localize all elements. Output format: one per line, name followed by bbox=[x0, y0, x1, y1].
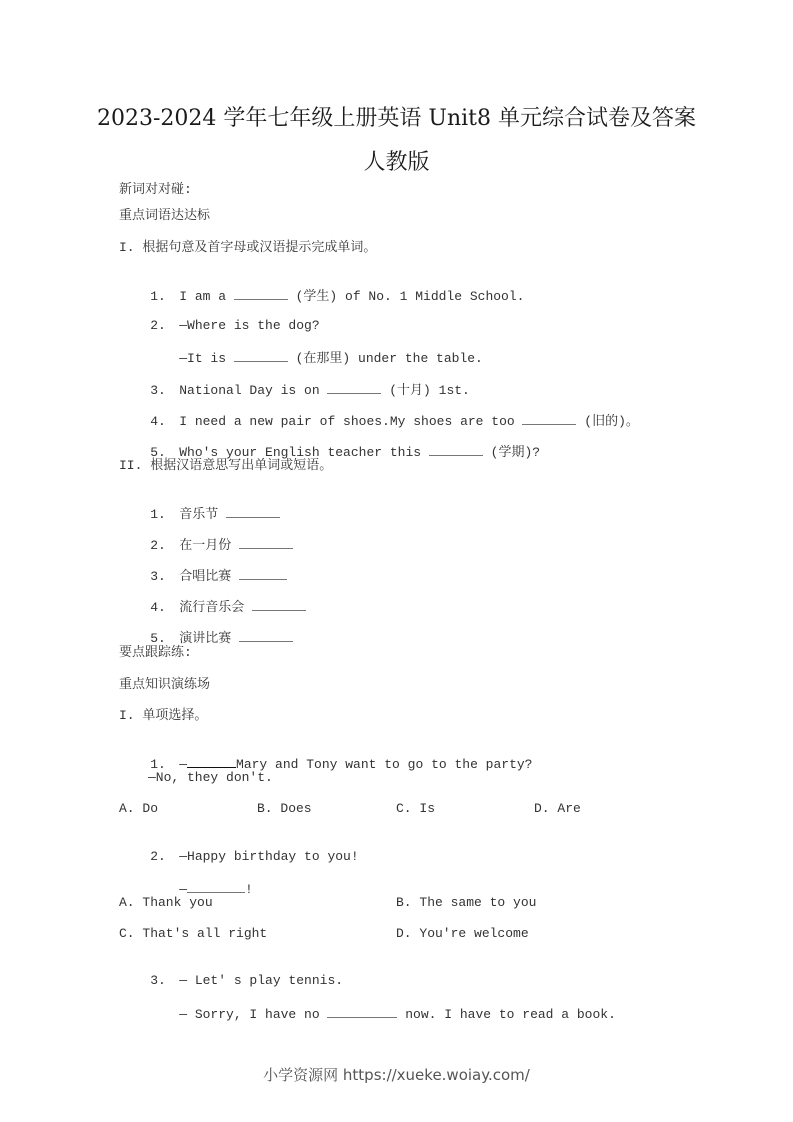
phrase-question-2: 2. 在一月份 bbox=[119, 520, 293, 570]
mc-q1-option-d[interactable]: D. Are bbox=[534, 801, 581, 816]
answer-blank[interactable] bbox=[327, 381, 381, 394]
mc-q1-option-c[interactable]: C. Is bbox=[396, 801, 436, 816]
footer-watermark: 小学资源网 https://xueke.woiay.com/ bbox=[263, 1066, 530, 1084]
phrase-question-1: 1. 音乐节 bbox=[119, 489, 280, 539]
answer-blank[interactable] bbox=[252, 598, 306, 611]
answer-blank[interactable] bbox=[187, 880, 245, 893]
answer-blank[interactable] bbox=[239, 567, 287, 580]
phrase-question-4: 4. 流行音乐会 bbox=[119, 582, 306, 632]
part-heading-multiple-choice: I. 单项选择。 bbox=[119, 708, 208, 723]
mc-question-3: 3. — Let' s play tennis. bbox=[150, 973, 344, 988]
mc-q2-option-c[interactable]: C. That's all right bbox=[119, 926, 268, 941]
document-title: 2023-2024 学年七年级上册英语 Unit8 单元综合试卷及答案 bbox=[97, 106, 696, 131]
fill-question-4: 4. I need a new pair of shoes.My shoes are too (旧的)。 bbox=[150, 414, 639, 429]
question-number: 1. bbox=[150, 289, 166, 304]
mc-question-3-reply: — Sorry, I have no now. I have to read a book. bbox=[179, 1007, 616, 1022]
fill-question-5: 5. Who's your English teacher this (学期)? bbox=[150, 445, 541, 460]
mc-question-1: 1. — Mary and Tony want to go to the party? bbox=[150, 757, 533, 772]
part-heading-fill-words: I. 根据句意及首字母或汉语提示完成单词。 bbox=[119, 240, 377, 255]
fill-question-2-answer-line: —It is (在那里) under the table. bbox=[179, 351, 483, 366]
answer-blank[interactable] bbox=[239, 536, 293, 549]
fill-question-2: 2. —Where is the dog? bbox=[150, 318, 320, 333]
section-subheading-vocab: 重点词语达达标 bbox=[119, 208, 211, 223]
mc-question-1-reply: —No, they don't. bbox=[148, 770, 273, 785]
mc-q1-option-b[interactable]: B. Does bbox=[257, 801, 312, 816]
question-number: 3. bbox=[150, 383, 166, 398]
mc-q1-option-a[interactable]: A. Do bbox=[119, 801, 159, 816]
mc-q2-option-a[interactable]: A. Thank you bbox=[119, 895, 213, 910]
mc-q2-option-b[interactable]: B. The same to you bbox=[396, 895, 537, 910]
phrase-question-3: 3. 合唱比赛 bbox=[119, 551, 287, 601]
mc-q2-option-d[interactable]: D. You're welcome bbox=[396, 926, 529, 941]
answer-blank[interactable] bbox=[234, 287, 288, 300]
mc-question-2-reply: — ! bbox=[179, 882, 253, 897]
phrase-question-5: 5. 演讲比赛 bbox=[119, 613, 293, 663]
question-number: 4. bbox=[150, 414, 166, 429]
answer-blank[interactable] bbox=[239, 629, 293, 642]
question-number: 2. bbox=[150, 318, 166, 333]
section-subheading-practice: 重点知识演练场 bbox=[119, 677, 211, 692]
fill-question-1: 1. I am a (学生) of No. 1 Middle School. bbox=[150, 289, 525, 304]
answer-blank[interactable] bbox=[187, 755, 236, 768]
answer-blank[interactable] bbox=[234, 349, 288, 362]
mc-question-2: 2. —Happy birthday to you! bbox=[150, 849, 359, 864]
part-heading-write-phrases: II. 根据汉语意思写出单词或短语。 bbox=[119, 458, 333, 473]
answer-blank[interactable] bbox=[327, 1005, 397, 1018]
answer-blank[interactable] bbox=[522, 412, 576, 425]
section-heading-new-words: 新词对对碰: bbox=[119, 182, 192, 197]
section-heading-practice: 要点跟踪练: bbox=[119, 645, 192, 660]
fill-question-3: 3. National Day is on (十月) 1st. bbox=[150, 383, 470, 398]
answer-blank[interactable] bbox=[226, 505, 280, 518]
answer-blank[interactable] bbox=[429, 443, 483, 456]
document-subtitle: 人教版 bbox=[363, 150, 430, 175]
question-number: 5. bbox=[150, 445, 166, 460]
